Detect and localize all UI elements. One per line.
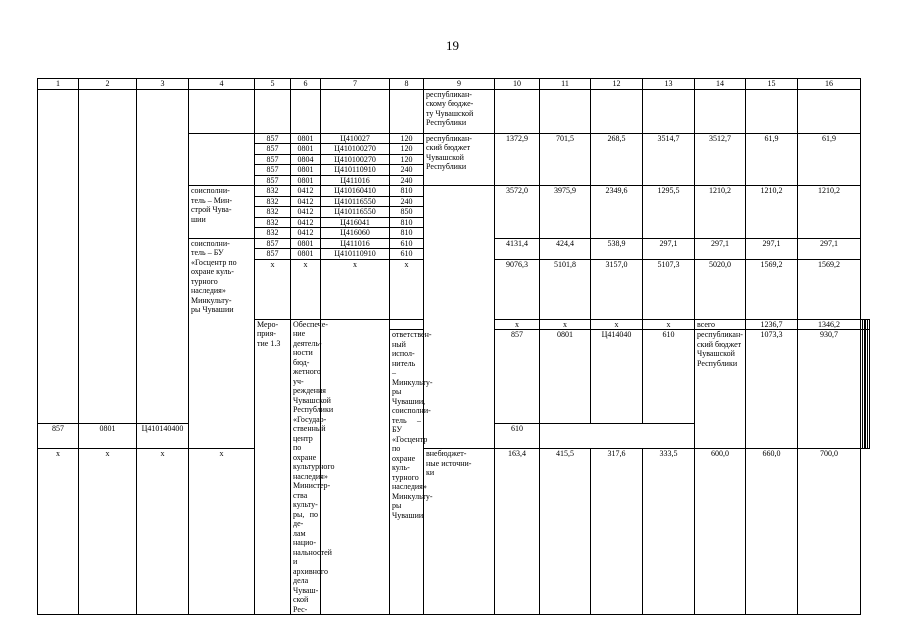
col-header: 6 xyxy=(291,79,321,90)
value-cell: 1346,2 xyxy=(798,319,861,330)
value-cell: 61,9 xyxy=(798,133,861,186)
funding-source: внебюджет- ные источни- ки xyxy=(424,449,495,615)
rz-code: 0801 xyxy=(291,175,321,186)
vr-code: 120 xyxy=(390,154,424,165)
value-cell: 268,5 xyxy=(591,133,643,186)
cell-empty xyxy=(189,133,255,186)
rz-code: х xyxy=(540,319,591,330)
csr-code: Ц410100270 xyxy=(321,154,390,165)
gr-code: х xyxy=(495,319,540,330)
value-cell: 1073,3 xyxy=(746,330,798,449)
value-cell: 297,1 xyxy=(643,238,695,259)
value-cell: 297,1 xyxy=(695,238,746,259)
cell-empty xyxy=(495,89,540,133)
csr-code: х xyxy=(591,319,643,330)
vr-code: х xyxy=(390,259,424,319)
gr-code: 832 xyxy=(255,207,291,218)
rz-code: 0801 xyxy=(291,249,321,260)
col-header: 14 xyxy=(695,79,746,90)
value-cell: 317,6 xyxy=(591,449,643,615)
page-number: 19 xyxy=(446,38,459,53)
gr-code: 857 xyxy=(255,133,291,144)
gr-code: 832 xyxy=(255,228,291,239)
rz-code: 0801 xyxy=(540,330,591,424)
cell-empty xyxy=(390,89,424,133)
value-cell: 297,1 xyxy=(798,238,861,259)
gr-code: 857 xyxy=(255,154,291,165)
gr-code: 832 xyxy=(255,196,291,207)
csr-code: Ц410110910 xyxy=(321,165,390,176)
cell-empty xyxy=(38,89,79,423)
value-cell: 297,1 xyxy=(746,238,798,259)
executor: соисполни- тель – БУ «Госцентр по охране куль- турного наследия» Минкульту- ры Чувашии xyxy=(189,238,255,449)
col-header: 13 xyxy=(643,79,695,90)
csr-code: Ц414040 xyxy=(591,330,643,424)
cell-empty xyxy=(540,89,591,133)
vr-code: 810 xyxy=(390,217,424,228)
csr-code: Ц410160410 xyxy=(321,186,390,197)
table-row xyxy=(38,89,870,133)
rz-code: 0804 xyxy=(291,154,321,165)
value-cell: 9076,3 xyxy=(495,259,540,319)
value-cell: 4131,4 xyxy=(495,238,540,259)
value-cell: 5107,3 xyxy=(643,259,695,319)
csr-code: Ц410110910 xyxy=(321,249,390,260)
funding-source: республикан- ский бюджет Чувашской Республики xyxy=(695,330,746,449)
value-cell: 3512,7 xyxy=(695,133,746,186)
col-header: 10 xyxy=(495,79,540,90)
vr-code: 120 xyxy=(390,133,424,144)
csr-code: Ц411016 xyxy=(321,175,390,186)
gr-code: 832 xyxy=(255,186,291,197)
cell-empty xyxy=(255,89,291,133)
vr-code: 610 xyxy=(390,238,424,249)
csr-code: Ц410140400 xyxy=(137,423,189,448)
vr-code: х xyxy=(643,319,695,330)
gr-code: 857 xyxy=(255,175,291,186)
cell-empty xyxy=(695,89,746,133)
csr-code: Ц416041 xyxy=(321,217,390,228)
executor: ответствен- ный испол- нитель – Минкульту- ры Чувашии, соисполни- тель – БУ «Госцентр по охране куль- турного наследия» Минкульту- ры Чувашии xyxy=(390,330,424,615)
col-header: 16 xyxy=(798,79,861,90)
funding-source: всего xyxy=(695,319,746,330)
col-header: 2 xyxy=(79,79,137,90)
rz-code: 0412 xyxy=(291,207,321,218)
executor: соисполни- тель – Мин- строй Чува- шии xyxy=(189,186,255,239)
rz-code: 0801 xyxy=(291,165,321,176)
rz-code: 0412 xyxy=(291,186,321,197)
rz-code: х xyxy=(291,259,321,319)
col-header: 12 xyxy=(591,79,643,90)
vr-code: 610 xyxy=(390,249,424,260)
value-cell: 3157,0 xyxy=(591,259,643,319)
vr-code: 810 xyxy=(390,186,424,197)
value-cell: 3572,0 xyxy=(495,186,540,239)
value-cell: 1569,2 xyxy=(798,259,861,319)
value-cell: 1210,2 xyxy=(746,186,798,239)
vr-code: х xyxy=(189,449,255,615)
value-cell: 1210,2 xyxy=(695,186,746,239)
value-cell: 3975,9 xyxy=(540,186,591,239)
gr-code: 857 xyxy=(255,249,291,260)
value-cell: 538,9 xyxy=(591,238,643,259)
vr-code: 610 xyxy=(643,330,695,424)
value-cell: 2349,6 xyxy=(591,186,643,239)
funding-source: республикан- ский бюджет Чувашской Республики xyxy=(424,133,495,186)
col-header: 9 xyxy=(424,79,495,90)
value-cell: 5020,0 xyxy=(695,259,746,319)
csr-code: Ц410116550 xyxy=(321,196,390,207)
value-cell xyxy=(868,319,870,330)
value-cell xyxy=(868,330,870,449)
value-cell: 660,0 xyxy=(746,449,798,615)
value-cell: 1569,2 xyxy=(746,259,798,319)
col-header: 1 xyxy=(38,79,79,90)
value-cell: 600,0 xyxy=(695,449,746,615)
vr-code: 240 xyxy=(390,175,424,186)
cell-empty xyxy=(798,89,861,133)
csr-code: х xyxy=(137,449,189,615)
activity-number: Меро- прия- тие 1.3 xyxy=(255,319,291,615)
rz-code: 0412 xyxy=(291,196,321,207)
value-cell: 1372,9 xyxy=(495,133,540,186)
gr-code: 857 xyxy=(255,144,291,155)
rz-code: 0801 xyxy=(291,133,321,144)
value-cell: 1210,2 xyxy=(798,186,861,239)
csr-code: х xyxy=(321,259,390,319)
vr-code: 610 xyxy=(495,423,540,448)
csr-code: Ц410027 xyxy=(321,133,390,144)
csr-code: Ц410100270 xyxy=(321,144,390,155)
value-cell: 700,0 xyxy=(798,449,861,615)
value-cell: 333,5 xyxy=(643,449,695,615)
budget-table xyxy=(37,78,870,615)
value-cell: 61,9 xyxy=(746,133,798,186)
gr-code: 857 xyxy=(38,423,79,448)
value-cell: 930,7 xyxy=(798,330,861,449)
csr-code: Ц416060 xyxy=(321,228,390,239)
rz-code: 0801 xyxy=(79,423,137,448)
cell-empty xyxy=(746,89,798,133)
cell-empty xyxy=(291,89,321,133)
rz-code: 0412 xyxy=(291,228,321,239)
rz-code: х xyxy=(79,449,137,615)
cell-empty xyxy=(424,186,495,449)
gr-code: 832 xyxy=(255,217,291,228)
value-cell: 701,5 xyxy=(540,133,591,186)
col-header: 3 xyxy=(137,79,189,90)
cell-empty xyxy=(79,89,137,423)
col-header: 8 xyxy=(390,79,424,90)
table-row xyxy=(38,449,870,615)
cell-empty xyxy=(321,89,390,133)
cell-empty xyxy=(591,89,643,133)
gr-code: 857 xyxy=(255,165,291,176)
value-cell: 415,5 xyxy=(540,449,591,615)
gr-code: 857 xyxy=(255,238,291,249)
col-header: 7 xyxy=(321,79,390,90)
value-cell: 163,4 xyxy=(495,449,540,615)
gr-code: х xyxy=(255,259,291,319)
col-header: 5 xyxy=(255,79,291,90)
value-cell: 3514,7 xyxy=(643,133,695,186)
vr-code: 120 xyxy=(390,144,424,155)
col-header: 11 xyxy=(540,79,591,90)
csr-code: Ц411016 xyxy=(321,238,390,249)
cell-empty xyxy=(137,89,189,423)
col-header: 4 xyxy=(189,79,255,90)
cell-empty xyxy=(643,89,695,133)
funding-source: республикан- скому бюдже- ту Чувашской Республики xyxy=(424,89,495,133)
value-cell: 424,4 xyxy=(540,238,591,259)
rz-code: 0801 xyxy=(291,144,321,155)
vr-code: 240 xyxy=(390,165,424,176)
csr-code: Ц410116550 xyxy=(321,207,390,218)
cell-empty xyxy=(390,319,424,330)
rz-code: 0412 xyxy=(291,217,321,228)
value-cell: 5101,8 xyxy=(540,259,591,319)
gr-code: 857 xyxy=(495,330,540,424)
vr-code: 810 xyxy=(390,228,424,239)
column-number-row xyxy=(38,79,870,90)
activity-name: Обеспече- ние деятель- ности бюд- жетного уч- реждения Чувашской Республики «Государ- ственный центр по охране культурного наследия» Министер- ства культу- ры, по де- лам нацио- нальностей и архивного дела Чуваш- ской Рес- xyxy=(291,319,321,615)
cell-empty xyxy=(189,89,255,133)
rz-code: 0801 xyxy=(291,238,321,249)
value-cell: 1236,7 xyxy=(746,319,798,330)
gr-code: х xyxy=(38,449,79,615)
value-cell: 1295,5 xyxy=(643,186,695,239)
col-header: 15 xyxy=(746,79,798,90)
vr-code: 240 xyxy=(390,196,424,207)
vr-code: 850 xyxy=(390,207,424,218)
